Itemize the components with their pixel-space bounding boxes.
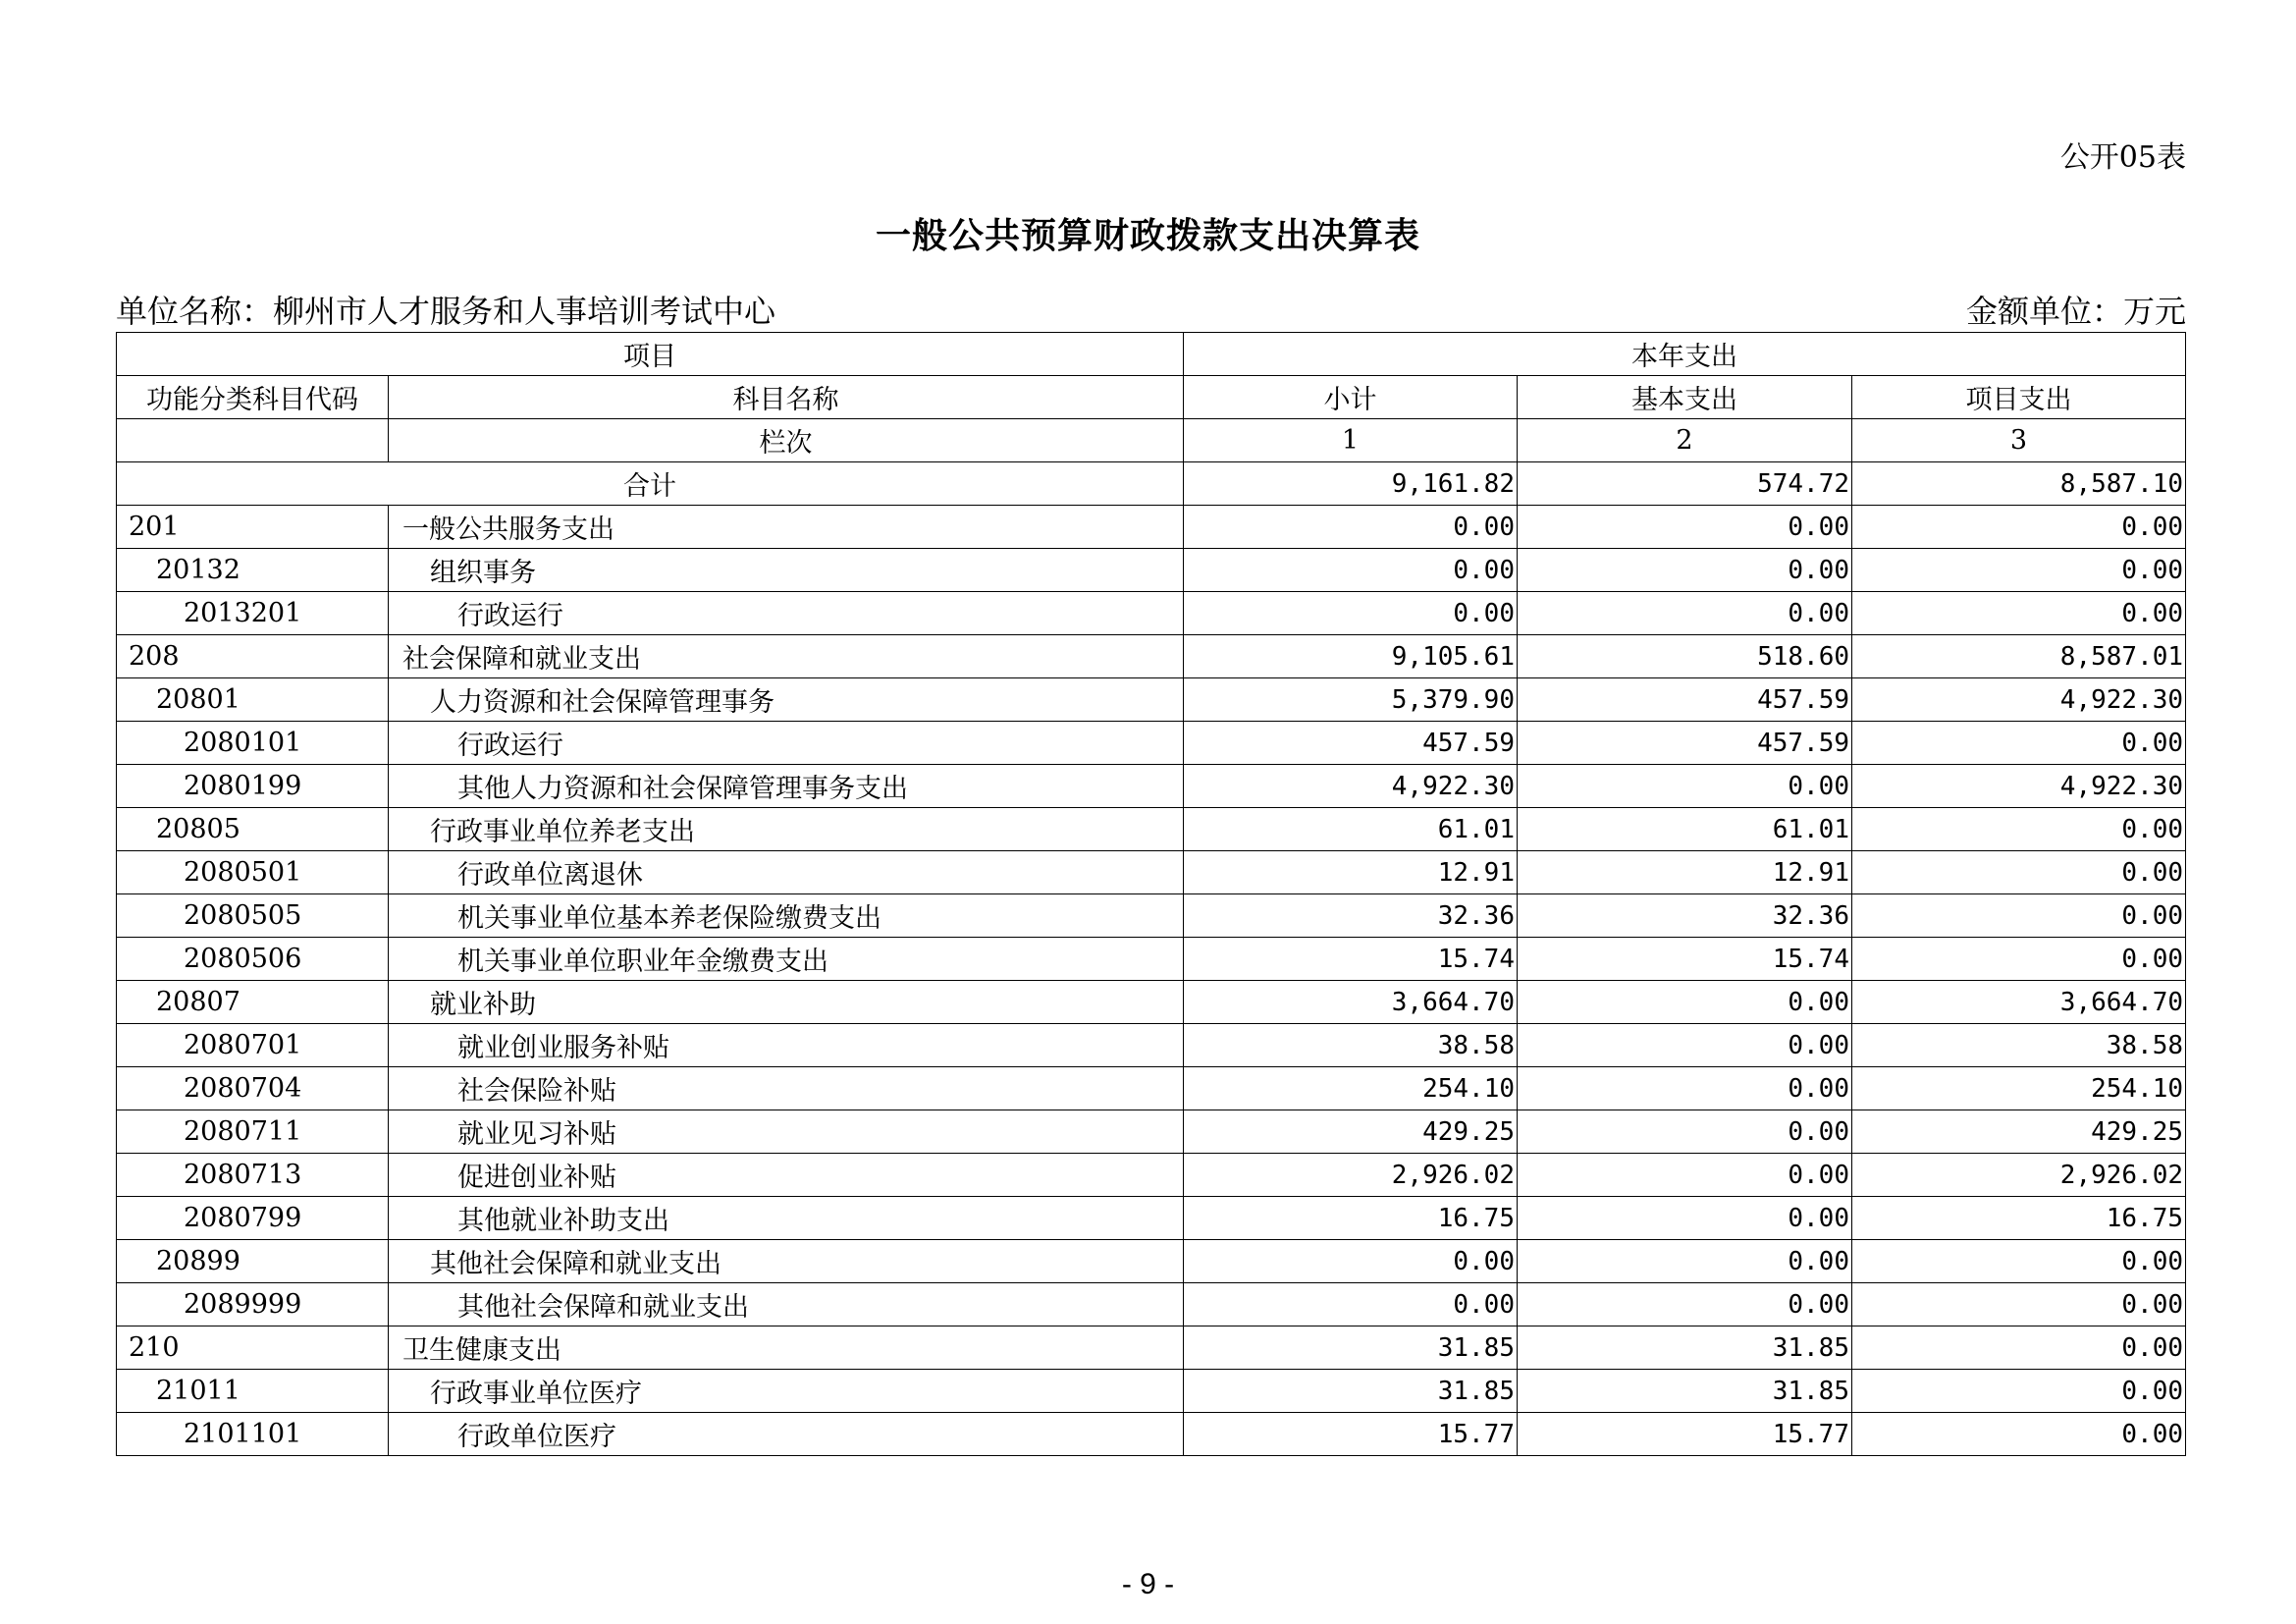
row-code: 21011	[117, 1370, 389, 1413]
header-subtotal: 小计	[1184, 376, 1518, 419]
row-basic: 0.00	[1518, 765, 1852, 808]
row-basic: 32.36	[1518, 894, 1852, 938]
table-row	[117, 1024, 2186, 1067]
row-code: 20805	[117, 808, 389, 851]
row-project: 0.00	[1852, 549, 2186, 592]
table-row	[117, 1370, 2186, 1413]
row-project: 0.00	[1852, 592, 2186, 635]
row-code: 2013201	[117, 592, 389, 635]
row-subtotal: 15.77	[1184, 1413, 1518, 1456]
header-column-label: 栏次	[389, 419, 1184, 462]
budget-table	[116, 332, 2186, 1456]
table-row	[117, 1326, 2186, 1370]
row-subject-name: 就业见习补贴	[389, 1110, 1184, 1154]
row-subtotal: 61.01	[1184, 808, 1518, 851]
table-row	[117, 1067, 2186, 1110]
row-subject-name: 就业创业服务补贴	[389, 1024, 1184, 1067]
table-row	[117, 894, 2186, 938]
row-project: 0.00	[1852, 938, 2186, 981]
row-code: 2080704	[117, 1067, 389, 1110]
row-code: 2080101	[117, 722, 389, 765]
header-col-3: 3	[1852, 419, 2186, 462]
header-code: 功能分类科目代码	[117, 376, 389, 419]
row-subtotal: 254.10	[1184, 1067, 1518, 1110]
header-project-expense: 项目支出	[1852, 376, 2186, 419]
row-basic: 0.00	[1518, 1283, 1852, 1326]
row-code: 20899	[117, 1240, 389, 1283]
total-subtotal: 9,161.82	[1184, 462, 1518, 506]
total-project: 8,587.10	[1852, 462, 2186, 506]
row-project: 0.00	[1852, 1370, 2186, 1413]
row-subject-name: 其他社会保障和就业支出	[389, 1240, 1184, 1283]
row-subject-name: 其他社会保障和就业支出	[389, 1283, 1184, 1326]
row-basic: 0.00	[1518, 981, 1852, 1024]
table-row	[117, 722, 2186, 765]
table-row	[117, 549, 2186, 592]
row-code: 2080713	[117, 1154, 389, 1197]
row-subtotal: 31.85	[1184, 1370, 1518, 1413]
row-code: 2080505	[117, 894, 389, 938]
header-project: 项目	[117, 333, 1184, 376]
row-subject-name: 行政运行	[389, 722, 1184, 765]
table-row	[117, 678, 2186, 722]
row-basic: 15.74	[1518, 938, 1852, 981]
row-project: 0.00	[1852, 1240, 2186, 1283]
row-code: 2080506	[117, 938, 389, 981]
total-basic: 574.72	[1518, 462, 1852, 506]
row-subject-name: 社会保险补贴	[389, 1067, 1184, 1110]
table-row	[117, 635, 2186, 678]
row-basic: 0.00	[1518, 1067, 1852, 1110]
row-subtotal: 9,105.61	[1184, 635, 1518, 678]
row-subtotal: 16.75	[1184, 1197, 1518, 1240]
row-subtotal: 0.00	[1184, 1240, 1518, 1283]
table-row	[117, 506, 2186, 549]
row-subtotal: 32.36	[1184, 894, 1518, 938]
row-basic: 61.01	[1518, 808, 1852, 851]
row-basic: 0.00	[1518, 506, 1852, 549]
row-code: 20132	[117, 549, 389, 592]
row-subject-name: 其他人力资源和社会保障管理事务支出	[389, 765, 1184, 808]
row-basic: 0.00	[1518, 1197, 1852, 1240]
row-subtotal: 0.00	[1184, 592, 1518, 635]
row-subtotal: 0.00	[1184, 1283, 1518, 1326]
total-label: 合计	[117, 462, 1184, 506]
row-code: 20807	[117, 981, 389, 1024]
row-basic: 0.00	[1518, 549, 1852, 592]
row-subject-name: 卫生健康支出	[389, 1326, 1184, 1370]
row-subtotal: 429.25	[1184, 1110, 1518, 1154]
form-number: 公开05表	[2059, 140, 2186, 175]
row-project: 0.00	[1852, 506, 2186, 549]
unit-name: 单位名称：柳州市人才服务和人事培训考试中心	[116, 293, 776, 330]
row-project: 4,922.30	[1852, 765, 2186, 808]
table-row	[117, 765, 2186, 808]
row-project: 0.00	[1852, 894, 2186, 938]
row-code: 20801	[117, 678, 389, 722]
row-code: 2080199	[117, 765, 389, 808]
row-project: 0.00	[1852, 808, 2186, 851]
row-code: 2080701	[117, 1024, 389, 1067]
row-subject-name: 机关事业单位基本养老保险缴费支出	[389, 894, 1184, 938]
header-basic: 基本支出	[1518, 376, 1852, 419]
table-row	[117, 808, 2186, 851]
row-project: 429.25	[1852, 1110, 2186, 1154]
row-subtotal: 0.00	[1184, 506, 1518, 549]
table-row	[117, 1283, 2186, 1326]
header-blank-cell	[117, 419, 389, 462]
row-basic: 0.00	[1518, 1024, 1852, 1067]
row-subject-name: 社会保障和就业支出	[389, 635, 1184, 678]
row-code: 210	[117, 1326, 389, 1370]
row-subtotal: 38.58	[1184, 1024, 1518, 1067]
row-code: 2101101	[117, 1413, 389, 1456]
table-row	[117, 981, 2186, 1024]
row-subtotal: 5,379.90	[1184, 678, 1518, 722]
header-current-year: 本年支出	[1184, 333, 2186, 376]
row-code: 2080711	[117, 1110, 389, 1154]
row-subtotal: 0.00	[1184, 549, 1518, 592]
table-row	[117, 851, 2186, 894]
row-project: 16.75	[1852, 1197, 2186, 1240]
page-title: 一般公共预算财政拨款支出决算表	[875, 215, 1420, 256]
header-subject-name: 科目名称	[389, 376, 1184, 419]
row-subtotal: 12.91	[1184, 851, 1518, 894]
row-project: 38.58	[1852, 1024, 2186, 1067]
total-row	[117, 462, 2186, 506]
row-basic: 31.85	[1518, 1370, 1852, 1413]
row-basic: 12.91	[1518, 851, 1852, 894]
row-subject-name: 促进创业补贴	[389, 1154, 1184, 1197]
row-project: 254.10	[1852, 1067, 2186, 1110]
row-project: 4,922.30	[1852, 678, 2186, 722]
table-row	[117, 1197, 2186, 1240]
row-basic: 15.77	[1518, 1413, 1852, 1456]
row-subject-name: 就业补助	[389, 981, 1184, 1024]
row-subject-name: 行政事业单位养老支出	[389, 808, 1184, 851]
table-row	[117, 592, 2186, 635]
row-subtotal: 457.59	[1184, 722, 1518, 765]
row-basic: 0.00	[1518, 1154, 1852, 1197]
row-subject-name: 行政单位医疗	[389, 1413, 1184, 1456]
header-row-2	[117, 376, 2186, 419]
page-number: - 9 -	[1121, 1568, 1175, 1600]
row-basic: 0.00	[1518, 1240, 1852, 1283]
row-subtotal: 15.74	[1184, 938, 1518, 981]
table-row	[117, 938, 2186, 981]
header-row-3	[117, 419, 2186, 462]
row-code: 2089999	[117, 1283, 389, 1326]
table-row	[117, 1240, 2186, 1283]
row-subtotal: 3,664.70	[1184, 981, 1518, 1024]
row-project: 0.00	[1852, 1413, 2186, 1456]
row-project: 8,587.01	[1852, 635, 2186, 678]
row-project: 0.00	[1852, 851, 2186, 894]
row-subject-name: 人力资源和社会保障管理事务	[389, 678, 1184, 722]
amount-unit: 金额单位：万元	[1965, 293, 2186, 330]
row-basic: 31.85	[1518, 1326, 1852, 1370]
row-subtotal: 2,926.02	[1184, 1154, 1518, 1197]
row-subject-name: 其他就业补助支出	[389, 1197, 1184, 1240]
row-project: 2,926.02	[1852, 1154, 2186, 1197]
row-basic: 0.00	[1518, 592, 1852, 635]
row-subtotal: 4,922.30	[1184, 765, 1518, 808]
row-code: 208	[117, 635, 389, 678]
header-row-1	[117, 333, 2186, 376]
row-code: 201	[117, 506, 389, 549]
row-subject-name: 行政运行	[389, 592, 1184, 635]
header-col-2: 2	[1518, 419, 1852, 462]
row-project: 3,664.70	[1852, 981, 2186, 1024]
row-subtotal: 31.85	[1184, 1326, 1518, 1370]
row-basic: 457.59	[1518, 678, 1852, 722]
row-project: 0.00	[1852, 722, 2186, 765]
row-subject-name: 机关事业单位职业年金缴费支出	[389, 938, 1184, 981]
row-subject-name: 组织事务	[389, 549, 1184, 592]
row-basic: 0.00	[1518, 1110, 1852, 1154]
row-subject-name: 行政事业单位医疗	[389, 1370, 1184, 1413]
row-project: 0.00	[1852, 1283, 2186, 1326]
table-row	[117, 1154, 2186, 1197]
row-subject-name: 行政单位离退休	[389, 851, 1184, 894]
header-col-1: 1	[1184, 419, 1518, 462]
row-basic: 457.59	[1518, 722, 1852, 765]
row-code: 2080501	[117, 851, 389, 894]
row-basic: 518.60	[1518, 635, 1852, 678]
row-code: 2080799	[117, 1197, 389, 1240]
table-row	[117, 1413, 2186, 1456]
table-row	[117, 1110, 2186, 1154]
row-subject-name: 一般公共服务支出	[389, 506, 1184, 549]
row-project: 0.00	[1852, 1326, 2186, 1370]
